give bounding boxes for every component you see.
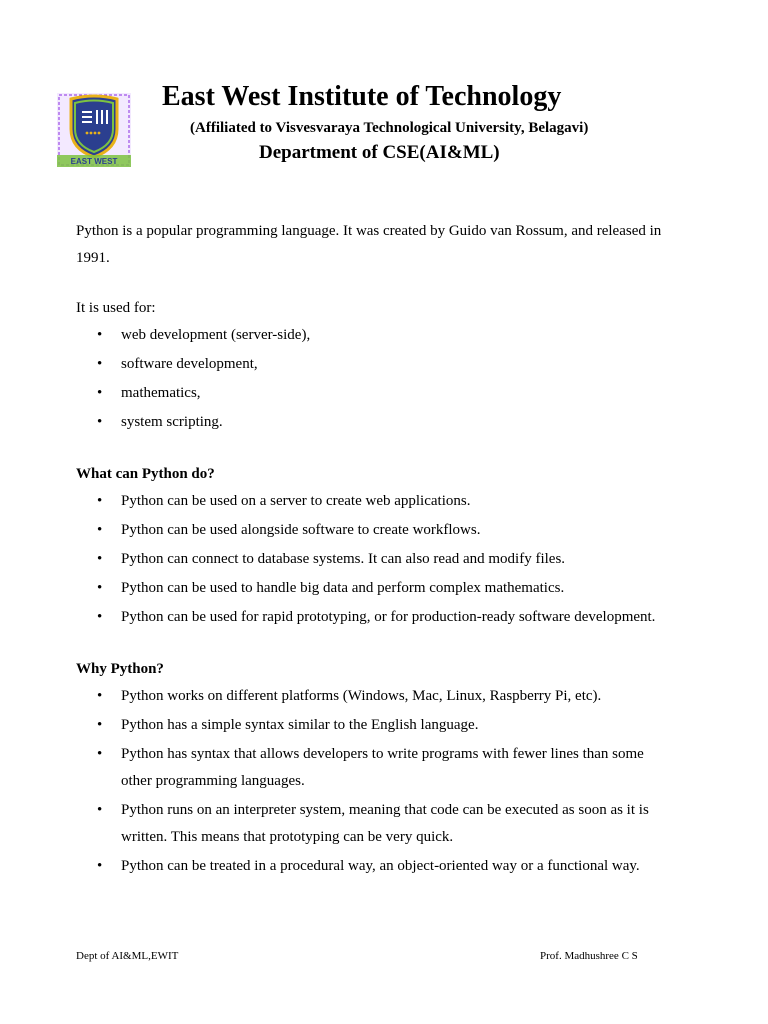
section-heading-why: Why Python? [76,661,164,677]
list-item: • system scripting. [76,409,676,436]
institute-logo [57,93,131,167]
logo-text: EAST WEST [70,157,118,166]
footer-department: Dept of AI&ML,EWIT [76,950,179,962]
affiliation-line: (Affiliated to Visvesvaraya Technological University, Belagavi) [190,120,589,136]
list-item: • Python can be used on a server to create web applications. [76,488,676,515]
crest-icon [57,93,131,167]
list-item: • Python can connect to database systems. It can also read and modify files. [76,546,676,573]
list-item: • Python can be used for rapid prototyping, or for production-ready software development. [76,604,676,631]
section-heading-what: What can Python do? [76,466,215,482]
what-list [76,488,676,631]
list-item: • Python runs on an interpreter system, meaning that code can be executed as soon as it is written. This means that prototyping can be very quick. [76,797,676,851]
list-item: • software development, [76,351,676,378]
footer-author: Prof. Madhushree C S [540,950,638,962]
intro-paragraph: Python is a popular programming language. It was created by Guido van Rossum, and released in 1991. [76,223,662,266]
list-item: • Python can be used to handle big data and perform complex mathematics. [76,575,676,602]
department-title: Department of CSE(AI&ML) [259,142,500,163]
institute-name: East West Institute of Technology [162,81,562,112]
list-item: • mathematics, [76,380,676,407]
document-body [76,218,676,882]
list-item: • Python has syntax that allows developers to write programs with fewer lines than some other programming languages. [76,741,676,795]
list-item: • Python works on different platforms (Windows, Mac, Linux, Raspberry Pi, etc). [76,683,676,710]
why-list [76,683,676,880]
used-for-label: It is used for: [76,300,156,316]
list-item: • Python can be treated in a procedural way, an object-oriented way or a functional way. [76,853,676,880]
used-for-list [76,322,676,436]
list-item: • Python has a simple syntax similar to the English language. [76,712,676,739]
list-item: • Python can be used alongside software to create workflows. [76,517,676,544]
list-item: • web development (server-side), [76,322,676,349]
